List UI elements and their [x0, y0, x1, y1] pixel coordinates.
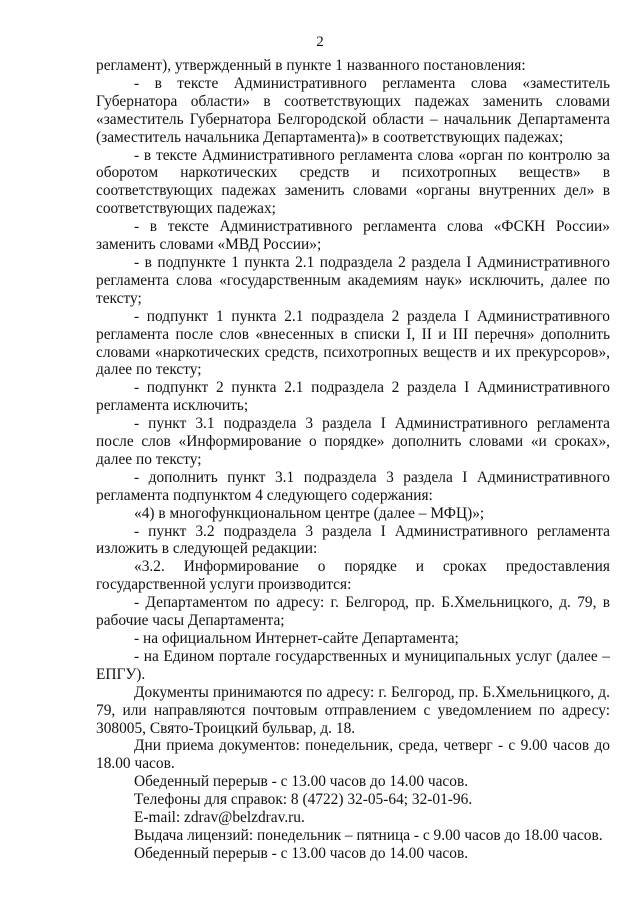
paragraph: «3.2. Информирование о порядке и сроках предоставления государственной услуги производится:	[96, 558, 610, 594]
paragraph: - Департаментом по адресу: г. Белгород, пр. Б.Хмельницкого, д. 79, в рабочие часы Департамента;	[96, 594, 610, 630]
paragraph: - в тексте Административного регламента слова «ФСКН России» заменить словами «МВД России»;	[96, 218, 610, 254]
paragraph: регламент), утвержденный в пункте 1 названного постановления:	[96, 57, 526, 74]
paragraph: Выдача лицензий: понедельник – пятница - с 9.00 часов до 18.00 часов.	[134, 826, 603, 844]
paragraph: E-mail: zdrav@belzdrav.ru.	[134, 809, 305, 827]
paragraph: «4) в многофункциональном центре (далее – МФЦ)»;	[134, 504, 485, 522]
paragraph: - в тексте Административного регламента слова «орган по контролю за оборотом наркотических средств и психотропных веществ» в соответствующих падежах заменить словами «органы внутренних дел» в соответствующих падежах;	[96, 146, 610, 218]
paragraph: - на официальном Интернет-сайте Департамента;	[134, 630, 459, 647]
paragraph: - в подпункте 1 пункта 2.1 подраздела 2 раздела I Административного регламента слова «государственным академиям наук» исключить, далее по тексту;	[96, 253, 610, 307]
paragraph: Телефоны для справок: 8 (4722) 32-05-64; 32-01-96.	[134, 791, 473, 809]
paragraph: - подпункт 1 пункта 2.1 подраздела 2 раздела I Административного регламента после слов «внесенных в списки I, II и III перечня» дополнить словами «наркотических средств, психотропных веществ и их прекурсоров», далее по тексту;	[96, 307, 610, 379]
paragraph: - дополнить пункт 3.1 подраздела 3 раздела I Административного регламента подпунктом 4 следующего содержания:	[96, 468, 610, 504]
paragraph: Дни приема документов: понедельник, среда, четверг - с 9.00 часов до 18.00 часов.	[96, 737, 610, 773]
document-body	[96, 57, 610, 863]
paragraph: - в тексте Административного регламента слова «заместитель Губернатора области» в соответствующих падежах заменить словами «заместитель Губернатора Белгородской области – начальник Департамента (заместитель начальника Департамента)» в соответствующих падежах;	[96, 74, 610, 146]
paragraph: Обеденный перерыв - с 13.00 часов до 14.00 часов.	[134, 844, 469, 862]
paragraph: Обеденный перерыв - с 13.00 часов до 14.00 часов.	[134, 773, 469, 791]
paragraph: - на Едином портале государственных и муниципальных услуг (далее – ЕПГУ).	[96, 647, 610, 683]
paragraph: - пункт 3.2 подраздела 3 раздела I Административного регламента изложить в следующей редакции:	[96, 522, 610, 558]
page-number: 2	[316, 34, 324, 50]
paragraph: Документы принимаются по адресу: г. Белгород, пр. Б.Хмельницкого, д. 79, или направляются почтовым отправлением с уведомлением по адресу: 308005, Свято-Троицкий бульвар, д. 18.	[96, 683, 610, 737]
paragraph: - подпункт 2 пункта 2.1 подраздела 2 раздела I Административного регламента исключить;	[96, 379, 610, 415]
paragraph: - пункт 3.1 подраздела 3 раздела I Административного регламента после слов «Информирование о порядке» дополнить словами «и сроках», далее по тексту;	[96, 415, 610, 468]
